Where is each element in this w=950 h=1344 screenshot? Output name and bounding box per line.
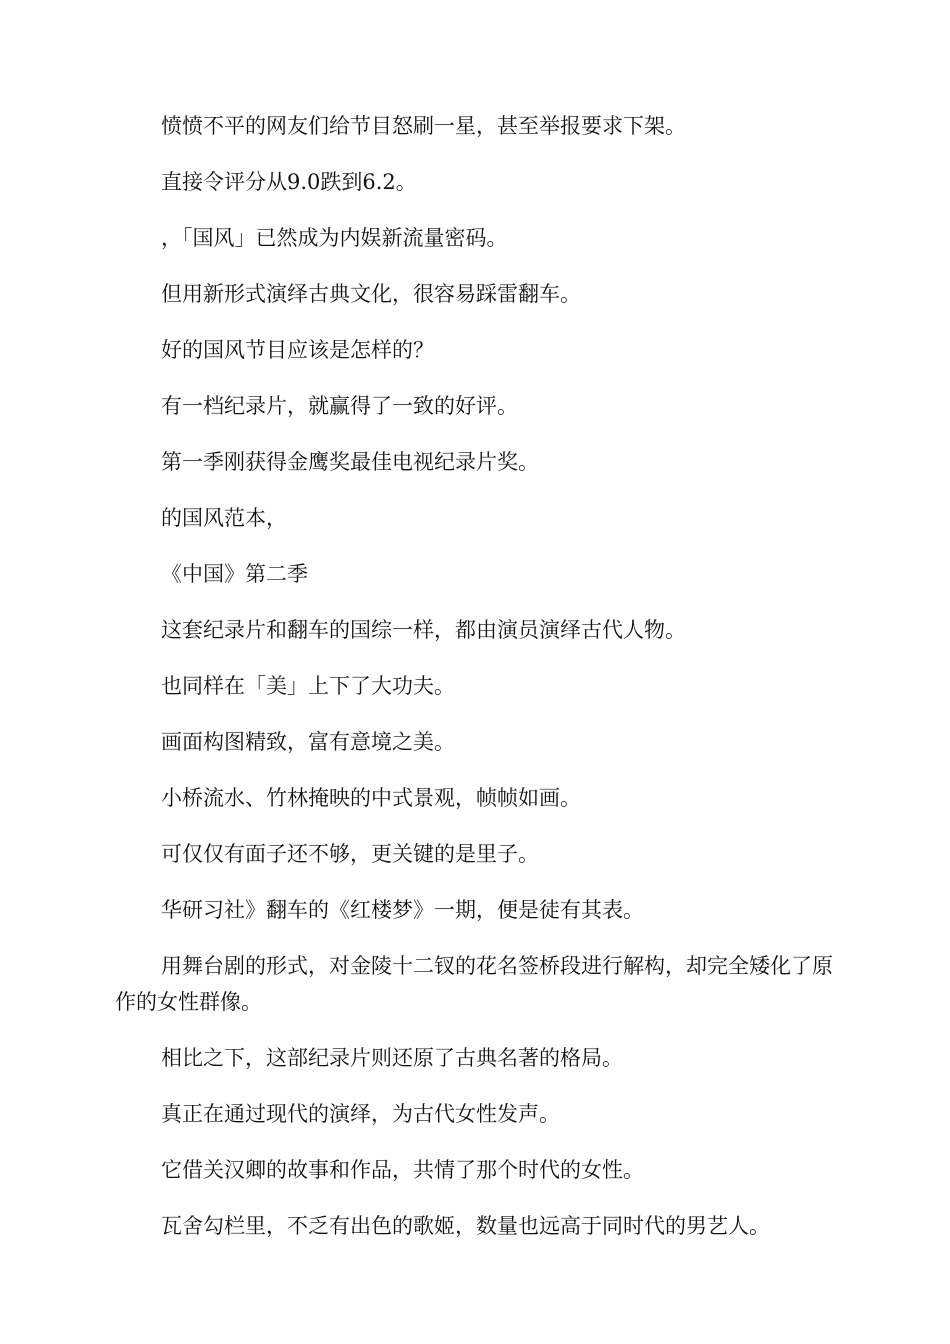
paragraph: 相比之下，这部纪录片则还原了古典名著的格局。 [161, 1046, 623, 1070]
paragraph: 瓦舍勾栏里，不乏有出色的歌姬，数量也远高于同时代的男艺人。 [161, 1214, 770, 1238]
paragraph: 小桥流水、竹林掩映的中式景观，帧帧如画。 [161, 786, 581, 810]
paragraph: 真正在通过现代的演绎，为古代女性发声。 [161, 1102, 560, 1126]
paragraph: 第一季刚获得金鹰奖最佳电视纪录片奖。 [161, 450, 539, 474]
paragraph: 华研习社》翻车的《红楼梦》一期，便是徒有其表。 [161, 898, 644, 922]
paragraph: 直接令评分从9.0跌到6.2。 [161, 170, 417, 194]
paragraph: 可仅仅有面子还不够，更关键的是里子。 [161, 842, 539, 866]
paragraph: 它借关汉卿的故事和作品，共情了那个时代的女性。 [161, 1158, 644, 1182]
paragraph: 这套纪录片和翻车的国综一样，都由演员演绎古代人物。 [161, 618, 686, 642]
paragraph: 画面构图精致，富有意境之美。 [161, 730, 455, 754]
paragraph: 愤愤不平的网友们给节目怒刷一星，甚至举报要求下架。 [161, 114, 686, 138]
paragraph: 的国风范本， [161, 506, 287, 530]
document-body [115, 108, 837, 1244]
paragraph: 但用新形式演绎古典文化，很容易踩雷翻车。 [161, 282, 581, 306]
paragraph: 《中国》第二季 [161, 562, 308, 586]
paragraph: 好的国风节目应该是怎样的？ [161, 338, 434, 362]
paragraph: 用舞台剧的形式，对金陵十二钗的花名签桥段进行解构，却完全矮化了原作的女性群像。 [115, 954, 833, 1014]
paragraph: 也同样在「美」上下了大功夫。 [161, 674, 455, 698]
paragraph: ，「国风」已然成为内娱新流量密码。 [161, 226, 508, 250]
paragraph: 有一档纪录片，就赢得了一致的好评。 [161, 394, 518, 418]
